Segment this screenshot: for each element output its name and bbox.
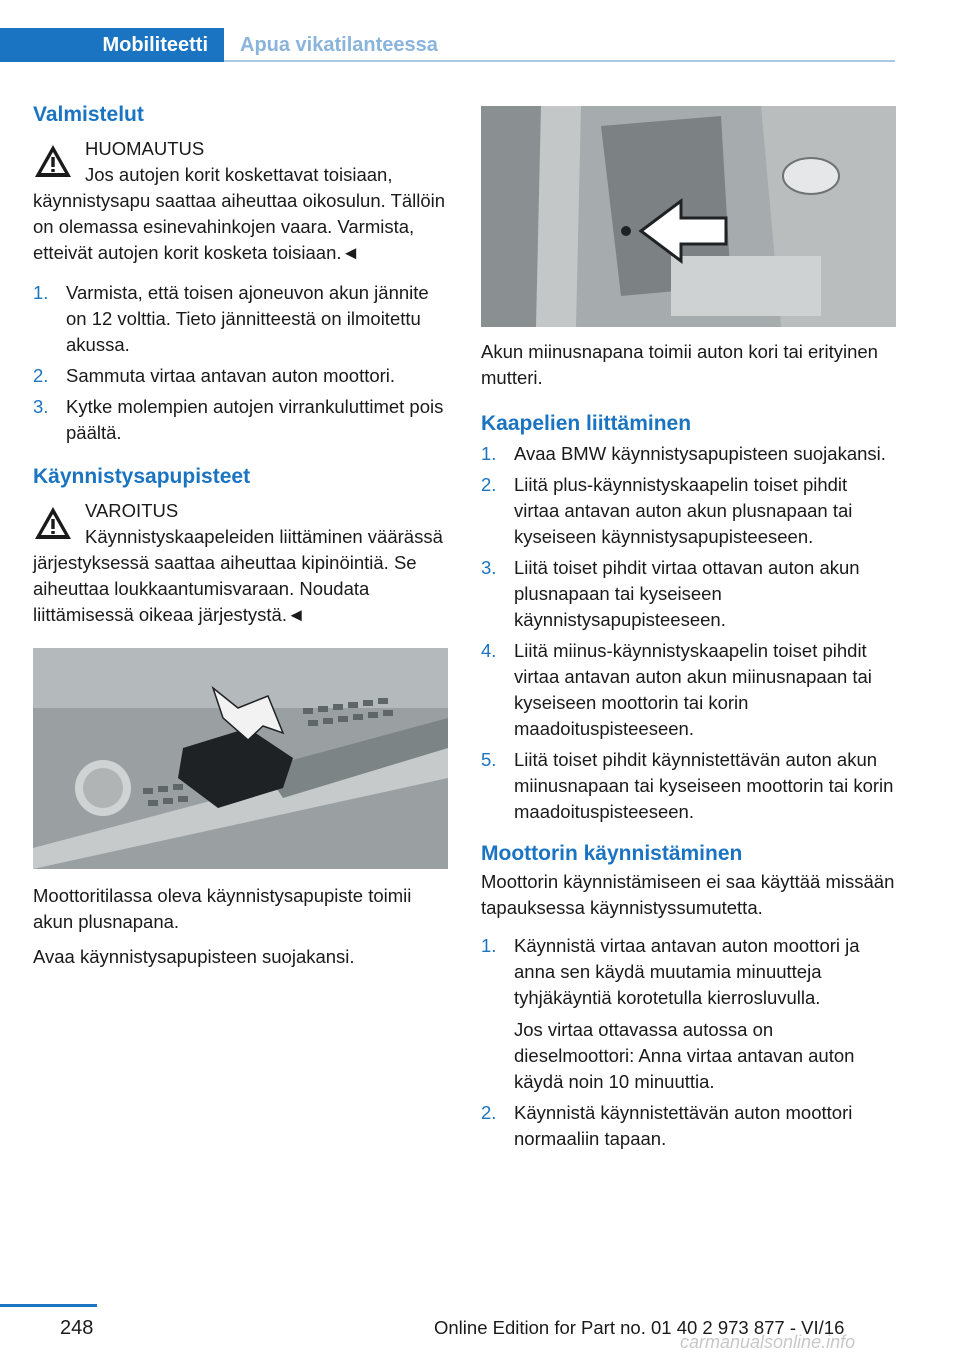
caption-ground: Akun miinusnapana toimii auton kori tai erityinen mutteri. — [481, 341, 878, 388]
caption-jump-point: Moottoritilassa oleva käynnistysapupiste toimii akun plusnapana. — [33, 885, 412, 932]
step-note: Jos virtaa ottavassa autossa on dieselmoottori: Anna virtaa antavan auton käydä noin 10 minuuttia. — [514, 1019, 855, 1092]
warning-text: Käynnistyskaapeleiden liittäminen väärässä järjestyksessä saattaa aiheuttaa kipinöintiä. Se aiheuttaa loukkaantumisvaraan. Noudata liittämisessä oikeaa järjestystä.◄ — [33, 526, 443, 625]
caption-open-cover: Avaa käynnistysapupisteen suojakansi. — [33, 946, 355, 967]
notice-text: Jos autojen korit koskettavat toisiaan, käynnistysapu saattaa aiheuttaa oikosulun. Tällöin on olemassa esinevahinkojen vaara. Varmista, etteivät autojen korit kosketa toisiaan.◄ — [33, 164, 446, 263]
header-divider — [224, 60, 895, 62]
notice-label: HUOMAUTUS — [85, 138, 205, 159]
warning-triangle-icon — [33, 504, 73, 542]
right-column — [481, 106, 896, 1157]
list-item: 4. Liitä miinus-käynnistyskaapelin toiset pihdit virtaa antavan auton akun miinusnapaan tai kyseiseen moottorin tai korin maadoituspisteeseen. — [481, 640, 872, 739]
engine-bay-jump-point-photo — [33, 648, 448, 869]
start-intro: Moottorin käynnistämiseen ei saa käyttää missään tapauksessa käynnistyssumutetta. — [481, 871, 895, 918]
edition-text: Online Edition for Part no. 01 40 2 973 877 - VI/16 — [434, 1317, 845, 1338]
list-item: 1. Avaa BMW käynnistysapupisteen suojakansi. — [481, 443, 886, 464]
ground-nut-photo — [481, 106, 896, 327]
list-item: 1. Käynnistä virtaa antavan auton moottori ja anna sen käydä muutamia minuutteja tyhjäkäyntiä korotetulla kierrosluvulla. Jos virtaa ottavassa autossa on dieselmoottori: Anna virtaa antavan auton käydä noin 10 minuuttia. — [481, 933, 896, 1095]
heading-connect-cables: Kaapelien liittäminen — [481, 412, 692, 435]
section-tab[interactable]: Apua vikatilanteessa — [240, 33, 438, 56]
warning-triangle-icon — [33, 142, 73, 180]
left-column — [33, 100, 448, 970]
page-number: 248 — [60, 1317, 94, 1339]
list-item: 2. Käynnistä käynnistettävän auton moottori normaaliin tapaan. — [481, 1102, 853, 1149]
list-item: 5. Liitä toiset pihdit käynnistettävän auton akun miinusnapaan tai kyseiseen moottorin tai korin maadoituspisteeseen. — [481, 749, 894, 822]
warning-label: VAROITUS — [85, 500, 179, 521]
start-steps — [481, 933, 896, 1152]
warning-block — [33, 498, 448, 628]
chapter-tab[interactable]: Mobiliteetti — [0, 28, 224, 62]
list-item: 2. Sammuta virtaa antavan auton moottori. — [33, 365, 396, 386]
list-item: 2. Liitä plus-käynnistyskaapelin toiset pihdit virtaa antavan auton akun plusnapaan tai kyseiseen käynnistysapupisteeseen. — [481, 474, 853, 547]
list-item: 3. Kytke molempien autojen virrankuluttimet pois päältä. — [33, 396, 444, 443]
page-header — [0, 28, 895, 62]
notice-block — [33, 136, 448, 266]
heading-preparation: Valmistelut — [33, 103, 144, 126]
prep-steps — [33, 280, 448, 446]
list-item: 1. Varmista, että toisen ajoneuvon akun jännite on 12 volttia. Tieto jännitteestä on ilmoitettu akussa. — [33, 282, 429, 355]
watermark: carmanualsonline.info — [680, 1332, 856, 1352]
list-item: 3. Liitä toiset pihdit virtaa ottavan auton akun plusnapaan tai kyseiseen käynnistysapupisteeseen. — [481, 557, 860, 630]
footer-accent — [0, 1304, 97, 1307]
heading-jump-points: Käynnistysapupisteet — [33, 465, 251, 488]
cable-steps — [481, 441, 896, 825]
heading-start-engine: Moottorin käynnistäminen — [481, 842, 743, 865]
